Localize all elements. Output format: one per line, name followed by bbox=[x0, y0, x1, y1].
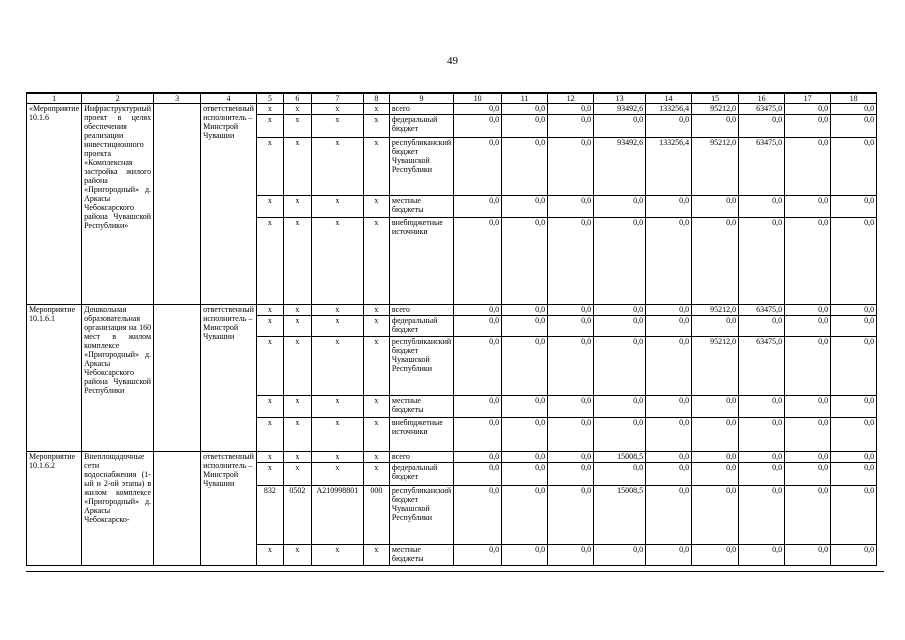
code-cell: x bbox=[283, 463, 311, 486]
value-cell: 0,0 bbox=[785, 196, 831, 218]
value-cell: 0,0 bbox=[454, 218, 502, 305]
value-cell: 0,0 bbox=[594, 305, 646, 316]
value-cell: 95212,0 bbox=[692, 337, 739, 396]
value-cell: 0,0 bbox=[548, 452, 594, 463]
value-cell: 0,0 bbox=[454, 486, 502, 545]
value-cell: 0,0 bbox=[646, 196, 692, 218]
value-cell: 0,0 bbox=[831, 337, 877, 396]
code-cell: x bbox=[256, 104, 283, 115]
value-cell: 0,0 bbox=[454, 138, 502, 196]
value-cell: 0,0 bbox=[594, 316, 646, 337]
value-cell: 0,0 bbox=[548, 486, 594, 545]
column-header: 5 bbox=[256, 93, 283, 104]
value-cell: 0,0 bbox=[739, 396, 785, 418]
code-cell: x bbox=[256, 316, 283, 337]
code-cell: x bbox=[256, 337, 283, 396]
value-cell: 95212,0 bbox=[692, 104, 739, 115]
value-cell: 0,0 bbox=[454, 316, 502, 337]
column-header: 3 bbox=[154, 93, 201, 104]
column-header: 16 bbox=[739, 93, 785, 104]
funding-source-cell: местные бюджеты bbox=[389, 545, 453, 566]
value-cell: 0,0 bbox=[692, 452, 739, 463]
code-cell: x bbox=[363, 218, 389, 305]
value-cell: 0,0 bbox=[646, 452, 692, 463]
table-row bbox=[27, 104, 877, 115]
value-cell: 0,0 bbox=[785, 418, 831, 452]
column-header: 11 bbox=[502, 93, 548, 104]
value-cell: 0,0 bbox=[594, 545, 646, 566]
value-cell: 0,0 bbox=[502, 418, 548, 452]
value-cell: 63475,0 bbox=[739, 104, 785, 115]
code-cell: x bbox=[256, 396, 283, 418]
value-cell: 0,0 bbox=[594, 218, 646, 305]
code-cell: x bbox=[363, 463, 389, 486]
value-cell: 0,0 bbox=[548, 545, 594, 566]
code-cell: x bbox=[311, 463, 363, 486]
value-cell: 0,0 bbox=[454, 452, 502, 463]
code-cell: x bbox=[311, 305, 363, 316]
value-cell: 0,0 bbox=[502, 115, 548, 138]
value-cell: 0,0 bbox=[548, 316, 594, 337]
code-cell: x bbox=[256, 418, 283, 452]
code-cell: x bbox=[311, 545, 363, 566]
value-cell: 0,0 bbox=[831, 218, 877, 305]
column-header: 15 bbox=[692, 93, 739, 104]
value-cell: 0,0 bbox=[831, 396, 877, 418]
funding-source-cell: всего bbox=[389, 104, 453, 115]
value-cell: 0,0 bbox=[548, 104, 594, 115]
code-cell: x bbox=[363, 452, 389, 463]
code-cell: x bbox=[283, 218, 311, 305]
value-cell: 0,0 bbox=[692, 316, 739, 337]
code-cell: x bbox=[363, 305, 389, 316]
code-cell: x bbox=[311, 337, 363, 396]
column-header: 12 bbox=[548, 93, 594, 104]
empty-cell bbox=[154, 305, 201, 452]
code-cell: x bbox=[283, 104, 311, 115]
code-cell: x bbox=[256, 452, 283, 463]
value-cell: 0,0 bbox=[785, 104, 831, 115]
funding-source-cell: республиканский бюджет Чувашской Республики bbox=[389, 486, 453, 545]
column-header: 1 bbox=[27, 93, 82, 104]
value-cell: 0,0 bbox=[739, 218, 785, 305]
code-cell: x bbox=[256, 196, 283, 218]
code-cell: x bbox=[363, 316, 389, 337]
value-cell: 0,0 bbox=[646, 337, 692, 396]
funding-source-cell: федеральный бюджет bbox=[389, 316, 453, 337]
value-cell: 0,0 bbox=[831, 138, 877, 196]
value-cell: 0,0 bbox=[548, 218, 594, 305]
empty-cell bbox=[154, 452, 201, 566]
column-header: 8 bbox=[363, 93, 389, 104]
value-cell: 0,0 bbox=[831, 418, 877, 452]
code-cell: x bbox=[311, 115, 363, 138]
value-cell: 133256,4 bbox=[646, 138, 692, 196]
value-cell: 0,0 bbox=[454, 104, 502, 115]
code-cell: x bbox=[311, 104, 363, 115]
code-cell: x bbox=[256, 115, 283, 138]
code-cell: x bbox=[283, 545, 311, 566]
funding-source-cell: внебюджетные источники bbox=[389, 218, 453, 305]
value-cell: 0,0 bbox=[594, 463, 646, 486]
code-cell: x bbox=[363, 138, 389, 196]
value-cell: 0,0 bbox=[831, 486, 877, 545]
value-cell: 0,0 bbox=[831, 463, 877, 486]
value-cell: 0,0 bbox=[548, 305, 594, 316]
value-cell: 0,0 bbox=[785, 316, 831, 337]
code-cell: x bbox=[283, 316, 311, 337]
code-cell: x bbox=[283, 452, 311, 463]
code-cell: 000 bbox=[363, 486, 389, 545]
value-cell: 0,0 bbox=[502, 196, 548, 218]
value-cell: 0,0 bbox=[502, 486, 548, 545]
value-cell: 95212,0 bbox=[692, 305, 739, 316]
value-cell: 0,0 bbox=[692, 545, 739, 566]
empty-cell bbox=[154, 104, 201, 305]
value-cell: 0,0 bbox=[646, 305, 692, 316]
value-cell: 0,0 bbox=[548, 418, 594, 452]
code-cell: x bbox=[363, 196, 389, 218]
bottom-rule bbox=[26, 571, 884, 572]
code-cell: x bbox=[283, 138, 311, 196]
value-cell: 0,0 bbox=[502, 463, 548, 486]
value-cell: 0,0 bbox=[502, 138, 548, 196]
funding-source-cell: местные бюджеты bbox=[389, 196, 453, 218]
funding-source-cell: республиканский бюджет Чувашской Республики bbox=[389, 337, 453, 396]
code-cell: x bbox=[311, 138, 363, 196]
value-cell: 0,0 bbox=[646, 418, 692, 452]
value-cell: 0,0 bbox=[785, 545, 831, 566]
column-header: 2 bbox=[82, 93, 154, 104]
value-cell: 0,0 bbox=[594, 418, 646, 452]
code-cell: x bbox=[363, 337, 389, 396]
value-cell: 0,0 bbox=[785, 396, 831, 418]
value-cell: 0,0 bbox=[594, 115, 646, 138]
column-header: 13 bbox=[594, 93, 646, 104]
column-header: 9 bbox=[389, 93, 453, 104]
event-title-cell: Инфраструктурный проект в целях обеспечения реализации инвестиционного проекта «Комплексная застройка жилого района «Пригородный» д. Аркасы Чебоксарского района Чувашской Республики» bbox=[82, 104, 154, 305]
code-cell: x bbox=[363, 418, 389, 452]
value-cell: 0,0 bbox=[548, 396, 594, 418]
header-row bbox=[27, 93, 877, 104]
funding-source-cell: местные бюджеты bbox=[389, 396, 453, 418]
value-cell: 0,0 bbox=[739, 452, 785, 463]
value-cell: 0,0 bbox=[831, 316, 877, 337]
value-cell: 0,0 bbox=[646, 463, 692, 486]
code-cell: A210998801 bbox=[311, 486, 363, 545]
value-cell: 0,0 bbox=[548, 337, 594, 396]
code-cell: x bbox=[311, 218, 363, 305]
code-cell: x bbox=[311, 396, 363, 418]
value-cell: 0,0 bbox=[502, 305, 548, 316]
value-cell: 0,0 bbox=[454, 545, 502, 566]
value-cell: 0,0 bbox=[785, 138, 831, 196]
value-cell: 0,0 bbox=[454, 196, 502, 218]
column-header: 18 bbox=[831, 93, 877, 104]
value-cell: 0,0 bbox=[454, 418, 502, 452]
value-cell: 0,0 bbox=[502, 218, 548, 305]
value-cell: 0,0 bbox=[454, 305, 502, 316]
column-header: 14 bbox=[646, 93, 692, 104]
value-cell: 0,0 bbox=[646, 218, 692, 305]
code-cell: x bbox=[283, 115, 311, 138]
column-header: 10 bbox=[454, 93, 502, 104]
code-cell: x bbox=[363, 396, 389, 418]
code-cell: x bbox=[283, 396, 311, 418]
event-title-cell: Дошкольная образовательная организация на 160 мест в жилом комплексе «Пригородный» д. Аркасы Чебоксарского района Чувашской Республики bbox=[82, 305, 154, 452]
code-cell: x bbox=[311, 418, 363, 452]
value-cell: 63475,0 bbox=[739, 138, 785, 196]
table-row bbox=[27, 452, 877, 463]
value-cell: 0,0 bbox=[739, 463, 785, 486]
value-cell: 93492,6 bbox=[594, 138, 646, 196]
value-cell: 0,0 bbox=[739, 316, 785, 337]
value-cell: 0,0 bbox=[548, 115, 594, 138]
value-cell: 15008,5 bbox=[594, 452, 646, 463]
value-cell: 0,0 bbox=[646, 115, 692, 138]
budget-table bbox=[26, 92, 877, 566]
code-cell: x bbox=[256, 305, 283, 316]
code-cell: x bbox=[256, 545, 283, 566]
code-cell: x bbox=[311, 316, 363, 337]
value-cell: 0,0 bbox=[692, 418, 739, 452]
value-cell: 93492,6 bbox=[594, 104, 646, 115]
value-cell: 0,0 bbox=[692, 463, 739, 486]
value-cell: 0,0 bbox=[831, 104, 877, 115]
event-name-cell: Мероприятие 10.1.6.1 bbox=[27, 305, 82, 452]
value-cell: 0,0 bbox=[692, 396, 739, 418]
code-cell: x bbox=[363, 545, 389, 566]
value-cell: 0,0 bbox=[692, 486, 739, 545]
code-cell: x bbox=[363, 104, 389, 115]
code-cell: 0502 bbox=[283, 486, 311, 545]
value-cell: 0,0 bbox=[548, 138, 594, 196]
value-cell: 0,0 bbox=[454, 337, 502, 396]
value-cell: 0,0 bbox=[831, 452, 877, 463]
value-cell: 15008,5 bbox=[594, 486, 646, 545]
value-cell: 0,0 bbox=[594, 196, 646, 218]
code-cell: x bbox=[283, 418, 311, 452]
value-cell: 0,0 bbox=[646, 486, 692, 545]
value-cell: 0,0 bbox=[502, 545, 548, 566]
value-cell: 0,0 bbox=[785, 305, 831, 316]
value-cell: 0,0 bbox=[502, 452, 548, 463]
funding-source-cell: республиканский бюджет Чувашской Республики bbox=[389, 138, 453, 196]
code-cell: x bbox=[311, 196, 363, 218]
value-cell: 0,0 bbox=[548, 463, 594, 486]
value-cell: 0,0 bbox=[502, 337, 548, 396]
value-cell: 0,0 bbox=[454, 115, 502, 138]
value-cell: 0,0 bbox=[548, 196, 594, 218]
value-cell: 0,0 bbox=[502, 316, 548, 337]
value-cell: 95212,0 bbox=[692, 138, 739, 196]
code-cell: x bbox=[256, 138, 283, 196]
code-cell: x bbox=[311, 452, 363, 463]
column-header: 17 bbox=[785, 93, 831, 104]
value-cell: 63475,0 bbox=[739, 337, 785, 396]
page-number: 49 bbox=[447, 55, 458, 67]
column-header: 7 bbox=[311, 93, 363, 104]
value-cell: 0,0 bbox=[502, 396, 548, 418]
event-title-cell: Внеплощадочные сети водоснабжения (1-ый и 2-ой этапы) в жилом комплексе «Пригородный» д. Аркасы Чебоксарско- bbox=[82, 452, 154, 566]
value-cell: 0,0 bbox=[739, 196, 785, 218]
responsible-cell: ответственный исполнитель – Минстрой Чувашии bbox=[201, 452, 257, 566]
value-cell: 0,0 bbox=[785, 463, 831, 486]
code-cell: x bbox=[283, 305, 311, 316]
value-cell: 0,0 bbox=[785, 486, 831, 545]
column-header: 4 bbox=[201, 93, 257, 104]
responsible-cell: ответственный исполнитель – Минстрой Чувашии bbox=[201, 104, 257, 305]
value-cell: 0,0 bbox=[739, 418, 785, 452]
code-cell: x bbox=[363, 115, 389, 138]
value-cell: 0,0 bbox=[785, 115, 831, 138]
value-cell: 0,0 bbox=[739, 545, 785, 566]
value-cell: 0,0 bbox=[831, 545, 877, 566]
responsible-cell: ответственный исполнитель – Минстрой Чувашии bbox=[201, 305, 257, 452]
value-cell: 0,0 bbox=[692, 218, 739, 305]
value-cell: 0,0 bbox=[454, 396, 502, 418]
value-cell: 0,0 bbox=[646, 316, 692, 337]
value-cell: 0,0 bbox=[646, 545, 692, 566]
funding-source-cell: внебюджетные источники bbox=[389, 418, 453, 452]
value-cell: 0,0 bbox=[785, 337, 831, 396]
code-cell: x bbox=[256, 218, 283, 305]
code-cell: x bbox=[256, 463, 283, 486]
value-cell: 0,0 bbox=[831, 115, 877, 138]
value-cell: 0,0 bbox=[739, 486, 785, 545]
value-cell: 0,0 bbox=[594, 337, 646, 396]
value-cell: 0,0 bbox=[785, 218, 831, 305]
value-cell: 0,0 bbox=[785, 452, 831, 463]
funding-source-cell: всего bbox=[389, 305, 453, 316]
table-row bbox=[27, 305, 877, 316]
value-cell: 0,0 bbox=[646, 396, 692, 418]
code-cell: x bbox=[283, 337, 311, 396]
value-cell: 0,0 bbox=[454, 463, 502, 486]
value-cell: 0,0 bbox=[594, 396, 646, 418]
value-cell: 0,0 bbox=[831, 196, 877, 218]
code-cell: 832 bbox=[256, 486, 283, 545]
column-header: 6 bbox=[283, 93, 311, 104]
funding-source-cell: федеральный бюджет bbox=[389, 463, 453, 486]
code-cell: x bbox=[283, 196, 311, 218]
event-name-cell: «Мероприятие 10.1.6 bbox=[27, 104, 82, 305]
value-cell: 0,0 bbox=[692, 115, 739, 138]
value-cell: 0,0 bbox=[831, 305, 877, 316]
value-cell: 0,0 bbox=[502, 104, 548, 115]
funding-source-cell: всего bbox=[389, 452, 453, 463]
event-name-cell: Мероприятие 10.1.6.2 bbox=[27, 452, 82, 566]
value-cell: 0,0 bbox=[739, 115, 785, 138]
value-cell: 63475,0 bbox=[739, 305, 785, 316]
value-cell: 0,0 bbox=[692, 196, 739, 218]
value-cell: 133256,4 bbox=[646, 104, 692, 115]
funding-source-cell: федеральный бюджет bbox=[389, 115, 453, 138]
